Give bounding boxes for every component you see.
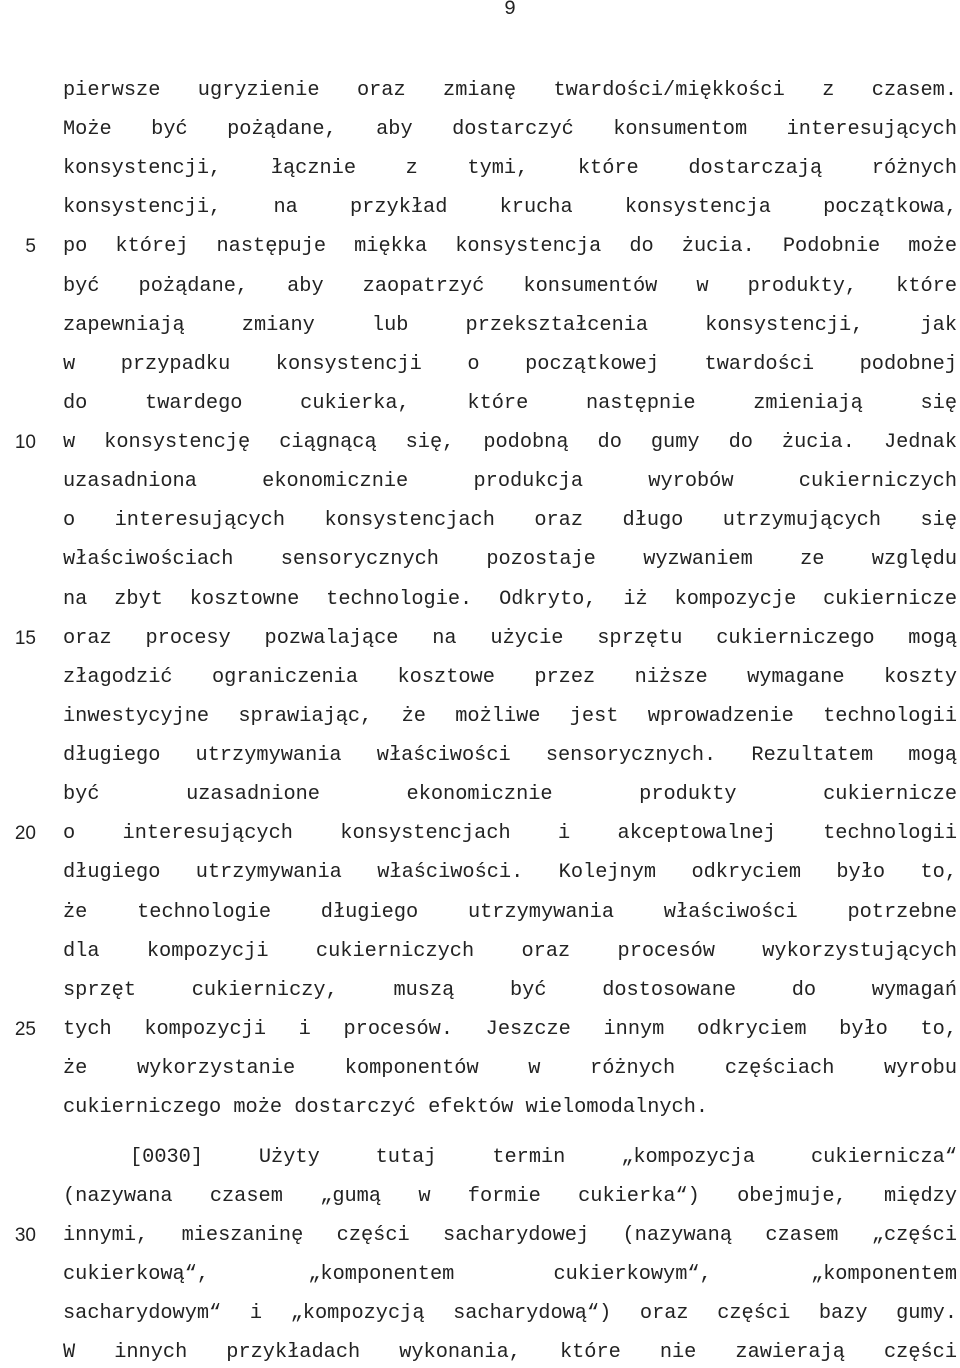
text-line: o interesujących konsystencjach i akceptowalnej technologii [63,822,957,845]
text-line: uzasadniona ekonomicznie produkcja wyrobów cukierniczych [63,470,957,493]
text-line: że wykorzystanie komponentów w różnych częściach wyrobu [63,1057,957,1080]
text-line: na zbyt kosztowne technologie. Odkryto, iż kompozycje cukiernicze [63,588,957,611]
line-number: 5 [25,236,36,257]
text-line: dla kompozycji cukierniczych oraz procesów wykorzystujących [63,940,957,963]
text-line: być uzasadnione ekonomicznie produkty cukiernicze [63,783,957,806]
text-line: konsystencji, na przykład krucha konsystencja początkowa, [63,196,957,219]
text-line: inwestycyjne sprawiając, że możliwe jest wprowadzenie technologii [63,705,957,728]
text-line: oraz procesy pozwalające na użycie sprzętu cukierniczego mogą [63,627,957,650]
text-line: właściwościach sensorycznych pozostaje wyzwaniem ze względu [63,548,957,571]
text-line: pierwsze ugryzienie oraz zmianę twardości/miękkości z czasem. [63,79,957,102]
text-line: W innych przykładach wykonania, które nie zawierają części [63,1341,957,1364]
text-line: być pożądane, aby zaopatrzyć konsumentów w produkty, które [63,275,957,298]
text-line: w przypadku konsystencji o początkowej twardości podobnej [63,353,957,376]
text-line: długiego utrzymywania właściwości sensorycznych. Rezultatem mogą [63,744,957,767]
line-number: 30 [14,1225,36,1246]
text-line: do twardego cukierka, które następnie zmieniają się [63,392,957,415]
text-line: po której następuje miękka konsystencja do żucia. Podobnie może [63,235,957,258]
text-line: długiego utrzymywania właściwości. Kolejnym odkryciem było to, [63,861,957,884]
text-line: cukierkową“, „komponentem cukierkowym“, „komponentem [63,1263,957,1286]
text-line: że technologie długiego utrzymywania właściwości potrzebne [63,901,957,924]
text-line: Może być pożądane, aby dostarczyć konsumentom interesujących [63,118,957,141]
text-line: sacharydowym“ i „kompozycją sacharydową“) oraz części bazy gumy. [63,1302,957,1325]
line-number: 20 [14,823,36,844]
text-line: [0030] Użyty tutaj termin „kompozycja cukiernicza“ [130,1146,957,1169]
text-line: tych kompozycji i procesów. Jeszcze innym odkryciem było to, [63,1018,957,1041]
text-line: o interesujących konsystencjach oraz długo utrzymujących się [63,509,957,532]
line-number: 25 [14,1019,36,1040]
text-line: w konsystencję ciągnącą się, podobną do gumy do żucia. Jednak [63,431,957,454]
page-number: 9 [503,0,516,21]
text-line: zapewniają zmiany lub przekształcenia konsystencji, jak [63,314,957,337]
line-number: 15 [14,628,36,649]
text-line: innymi, mieszaninę części sacharydowej (nazywaną czasem „części [63,1224,957,1247]
line-number: 10 [14,432,36,453]
text-line: cukierniczego może dostarczyć efektów wielomodalnych. [63,1096,709,1119]
text-line: złagodzić ograniczenia kosztowe przez niższe wymagane koszty [63,666,957,689]
text-line: sprzęt cukierniczy, muszą być dostosowane do wymagań [63,979,957,1002]
text-line: konsystencji, łącznie z tymi, które dostarczają różnych [63,157,957,180]
text-line: (nazywana czasem „gumą w formie cukierka“) obejmuje, między [63,1185,957,1208]
